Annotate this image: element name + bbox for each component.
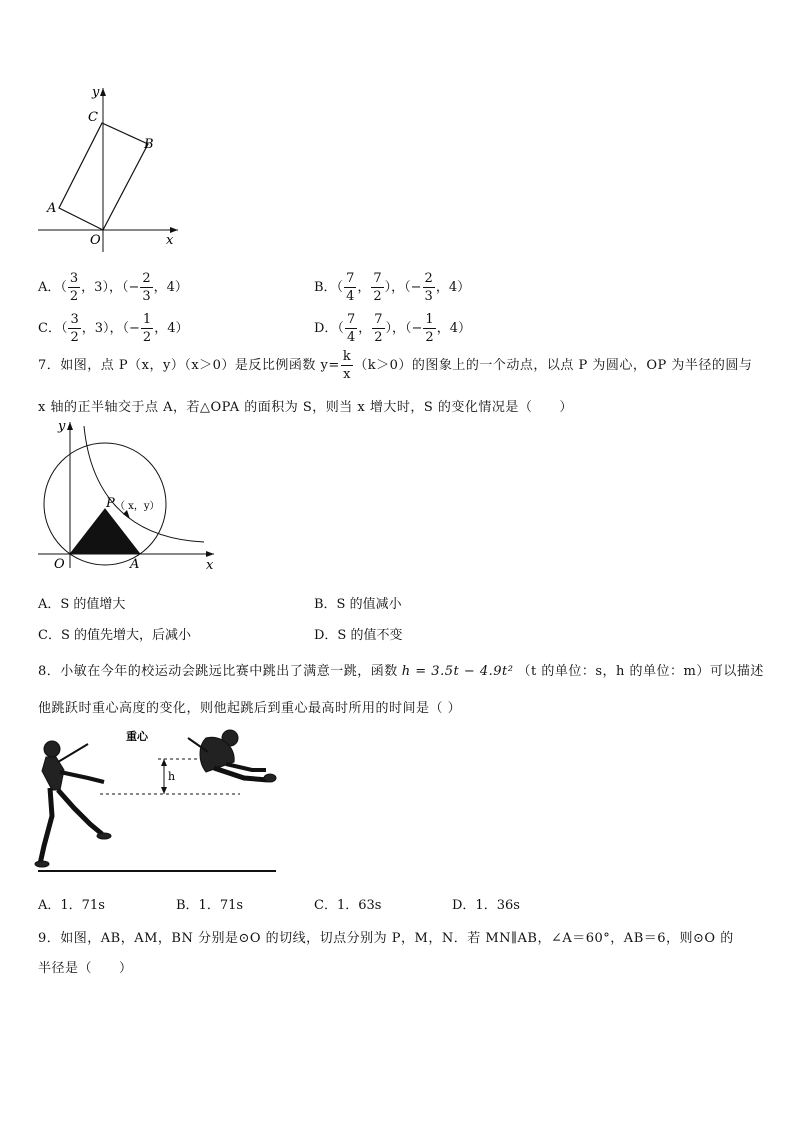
x-axis-arrow: [206, 551, 214, 557]
q7-option-a: A．S 的值增大: [38, 597, 126, 612]
figure-q7-circle-hyperbola: [32, 418, 222, 578]
h-arrow-top: [161, 759, 167, 766]
triangle-opa: [70, 509, 140, 554]
label-x: x: [166, 233, 174, 248]
q6-option-b: B．（ $\frac{7}{4}$ ， $\frac{7}{2}$ ），（− $\frac{2}{3}$ ，4）: [314, 271, 471, 304]
runner-figure: [35, 741, 111, 867]
jumper-figure: [188, 730, 276, 782]
q6-option-d: D．（ $\frac{7}{4}$ ， $\frac{7}{2}$ ），（− $\frac{1}{2}$ ，4）: [314, 312, 471, 345]
h-arrow-bottom: [161, 787, 167, 794]
label-y: y: [58, 419, 66, 434]
y-axis-arrow: [100, 88, 106, 96]
y-axis-arrow: [67, 422, 73, 430]
q8-text-line-1: 8．小敏在今年的校运动会跳远比赛中跳出了满意一跳，函数 h = 3.5t − 4.9t² （t 的单位：s，h 的单位：m）可以描述: [38, 664, 764, 679]
label-h: h: [168, 770, 176, 783]
label-x: x: [206, 558, 214, 573]
figure-rectangle-oabc: [30, 82, 190, 257]
label-y: y: [92, 85, 100, 100]
label-o: O: [54, 557, 65, 572]
label-c: C: [88, 110, 98, 125]
q8-option-b: B．1．71s: [176, 898, 244, 913]
q8-option-a: A．1．71s: [38, 898, 105, 913]
figure-long-jump: [30, 726, 280, 876]
q7-option-c: C．S 的值先增大，后减小: [38, 628, 191, 643]
q9-text-line-1: 9．如图，AB，AM，BN 分别是⊙O 的切线，切点分别为 P，M，N．若 MN∥AB，∠A＝60°，AB＝6，则⊙O 的: [38, 931, 734, 946]
q8-option-c: C．1．63s: [314, 898, 382, 913]
q7-option-d: D．S 的值不变: [314, 628, 403, 643]
label-p: P: [106, 496, 115, 511]
q7-option-b: B．S 的值减小: [314, 597, 402, 612]
label-pxy: （ x，y）: [115, 501, 160, 512]
label-a: A: [47, 201, 57, 216]
q7-text-line-2: x 轴的正半轴交于点 A，若△OPA 的面积为 S，则当 x 增大时，S 的变化情况是（ ）: [38, 400, 573, 415]
q8-text-line-2: 他跳跃时重心高度的变化，则他起跳后到重心最高时所用的时间是（ ）: [38, 701, 462, 716]
q6-option-c: C．（ $\frac{3}{2}$ ，3），（− $\frac{1}{2}$ ，4）: [38, 312, 189, 345]
label-center: 重心: [126, 730, 148, 743]
label-a: A: [130, 557, 140, 572]
q6-option-a: A．（ $\frac{3}{2}$ ，3），（− $\frac{2}{3}$ ，4）: [38, 271, 188, 304]
q9-text-line-2: 半径是（ ）: [38, 961, 133, 976]
q8-option-d: D．1．36s: [452, 898, 520, 913]
label-o: O: [90, 233, 101, 248]
label-b: B: [144, 137, 154, 152]
q8-formula: h = 3.5t − 4.9t²: [401, 664, 514, 679]
q7-text-line-1: 7．如图，点 P（x，y）（x＞0）是反比例函数 y= $\frac{k}{x}$ （k＞0）的图象上的一个动点，以点 P 为圆心，OP 为半径的圆与: [38, 349, 753, 382]
